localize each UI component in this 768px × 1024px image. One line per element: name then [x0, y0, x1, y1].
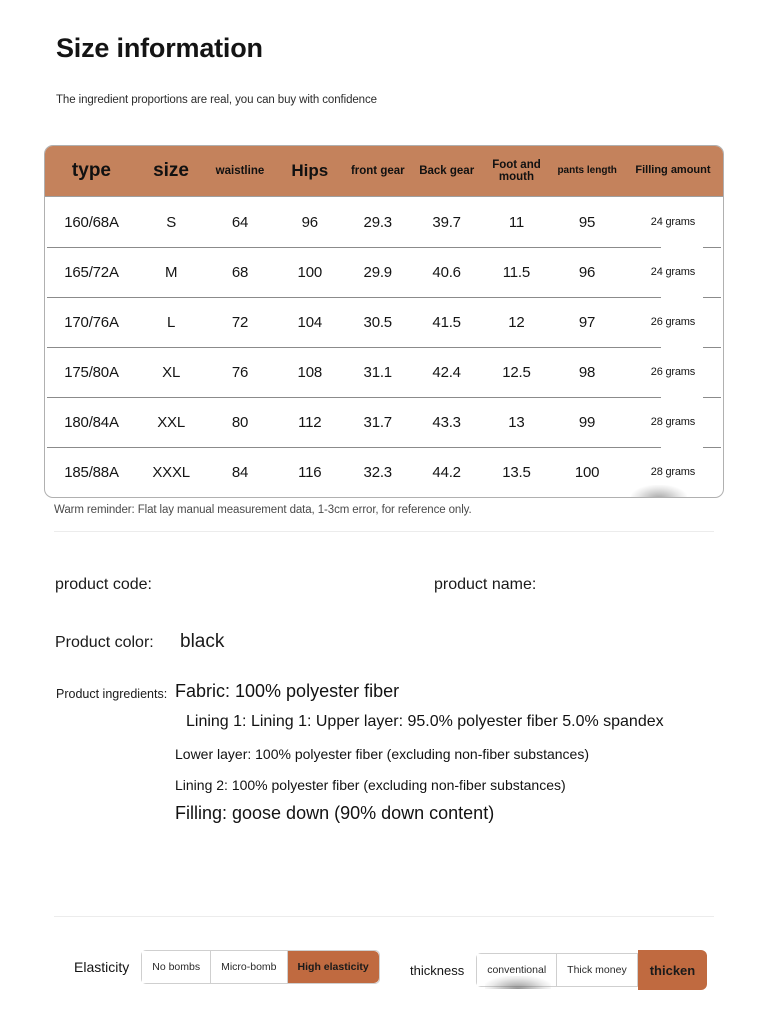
- cell-size: S: [166, 213, 177, 231]
- column-header-size: size: [153, 160, 189, 182]
- cell-size: XXXL: [152, 463, 190, 481]
- cell-hips: 100: [297, 263, 322, 281]
- cell-front-gear: 32.3: [363, 463, 392, 481]
- cell-foot-and-mouth: 11.5: [502, 263, 531, 281]
- table-row: [45, 347, 723, 397]
- cell-foot-and-mouth: 13.5: [502, 463, 531, 481]
- cell-size: XXL: [157, 413, 185, 431]
- cell-size: M: [164, 263, 178, 281]
- cell-pants-length: 96: [578, 263, 596, 281]
- column-header-front-gear: front gear: [350, 164, 405, 177]
- cell-front-gear: 31.1: [363, 363, 392, 381]
- product-code-label: product code:: [55, 576, 152, 593]
- cell-back-gear: 41.5: [432, 313, 461, 331]
- elasticity-label: Elasticity: [74, 959, 130, 975]
- cell-pants-length: 98: [578, 363, 596, 381]
- elasticity-option-micro-bomb[interactable]: Micro-bomb: [211, 951, 287, 983]
- product-color-label: Product color:: [55, 634, 154, 651]
- elasticity-option-group: [74, 950, 380, 984]
- column-header-filling-amount: Filling amount: [635, 164, 711, 177]
- table-row: [45, 297, 723, 347]
- column-header-hips: Hips: [291, 161, 329, 181]
- ingredient-line-lower-layer: Lower layer: 100% polyester fiber (excluding non-fiber substances): [175, 746, 589, 762]
- product-name-label: product name:: [434, 576, 537, 593]
- section-divider-top: [54, 531, 714, 532]
- cell-front-gear: 30.5: [363, 313, 392, 331]
- elasticity-option-high-elasticity[interactable]: High elasticity: [288, 951, 379, 983]
- thickness-option-thick-money[interactable]: Thick money: [557, 954, 638, 986]
- cell-pants-length: 100: [574, 463, 600, 481]
- table-row: [45, 447, 723, 497]
- cell-hips: 104: [297, 313, 322, 331]
- product-color-value: black: [180, 631, 225, 652]
- cell-waistline: 72: [231, 313, 249, 331]
- warm-reminder-note: Warm reminder: Flat lay manual measurement data, 1-3cm error, for reference only.: [54, 504, 472, 516]
- cell-foot-and-mouth: 12.5: [502, 363, 531, 381]
- table-row: [45, 197, 723, 247]
- cell-type: 170/76A: [64, 313, 119, 331]
- column-header-waistline: waistline: [215, 164, 265, 177]
- cell-front-gear: 31.7: [363, 413, 392, 431]
- column-header-foot-and-mouth: Foot and mouth: [492, 158, 541, 183]
- cell-back-gear: 39.7: [432, 213, 461, 231]
- thickness-option-thicken[interactable]: thicken: [638, 950, 708, 990]
- cell-filling-amount: 26 grams: [650, 366, 696, 378]
- table-row: [45, 397, 723, 447]
- cell-back-gear: 40.6: [432, 263, 461, 281]
- cell-type: 160/68A: [64, 213, 119, 231]
- cell-type: 180/84A: [64, 413, 119, 431]
- size-table: [44, 145, 724, 498]
- table-row: [45, 247, 723, 297]
- elasticity-segmented-control[interactable]: [141, 950, 380, 984]
- cell-waistline: 68: [231, 263, 249, 281]
- thickness-segmented-control[interactable]: [476, 953, 702, 987]
- cell-filling-amount: 24 grams: [650, 266, 696, 278]
- cell-pants-length: 95: [578, 213, 596, 231]
- thickness-label: thickness: [410, 962, 465, 978]
- cell-front-gear: 29.3: [363, 213, 392, 231]
- ingredient-line-fabric: Fabric: 100% polyester fiber: [175, 681, 400, 701]
- thickness-option-conventional[interactable]: conventional: [477, 954, 557, 986]
- cell-waistline: 76: [231, 363, 249, 381]
- cell-type: 165/72A: [64, 263, 119, 281]
- cell-size: L: [167, 313, 176, 331]
- cell-pants-length: 99: [578, 413, 596, 431]
- section-divider-bottom: [54, 916, 714, 917]
- cell-filling-amount: 28 grams: [650, 416, 696, 428]
- cell-waistline: 80: [231, 413, 249, 431]
- cell-filling-amount: 24 grams: [650, 216, 696, 228]
- cell-pants-length: 97: [578, 313, 596, 331]
- cell-hips: 112: [298, 413, 322, 431]
- page-subtitle: The ingredient proportions are real, you can buy with confidence: [56, 94, 377, 106]
- ingredient-line-lining-2: Lining 2: 100% polyester fiber (excluding non-fiber substances): [175, 777, 566, 793]
- cell-hips: 116: [298, 463, 322, 481]
- cell-filling-amount: 26 grams: [650, 316, 696, 328]
- cell-back-gear: 43.3: [432, 413, 461, 431]
- column-header-type: type: [71, 160, 111, 182]
- cell-type: 175/80A: [64, 363, 119, 381]
- cell-hips: 108: [297, 363, 322, 381]
- thickness-option-group: [410, 953, 702, 987]
- elasticity-option-no-bombs[interactable]: No bombs: [142, 951, 211, 983]
- column-header-back-gear: Back gear: [419, 164, 475, 177]
- ingredient-line-filling: Filling: goose down (90% down content): [175, 803, 495, 823]
- product-ingredients-label: Product ingredients:: [56, 687, 168, 701]
- cell-size: XL: [162, 363, 181, 381]
- cell-back-gear: 42.4: [432, 363, 461, 381]
- cell-foot-and-mouth: 13: [508, 413, 525, 431]
- cell-filling-amount: 28 grams: [650, 466, 696, 478]
- cell-waistline: 64: [231, 213, 249, 231]
- cell-front-gear: 29.9: [363, 263, 392, 281]
- cell-foot-and-mouth: 12: [508, 313, 525, 331]
- cell-hips: 96: [301, 213, 318, 231]
- size-table-header-row: [45, 146, 723, 197]
- cell-back-gear: 44.2: [432, 463, 461, 481]
- ingredient-line-lining-1: Lining 1: Lining 1: Upper layer: 95.0% polyester fiber 5.0% spandex: [186, 713, 664, 730]
- cell-waistline: 84: [231, 463, 249, 481]
- cell-foot-and-mouth: 11: [508, 213, 524, 231]
- column-header-pants-length: pants length: [557, 164, 617, 176]
- cell-type: 185/88A: [64, 463, 119, 481]
- page-title: Size information: [56, 33, 263, 63]
